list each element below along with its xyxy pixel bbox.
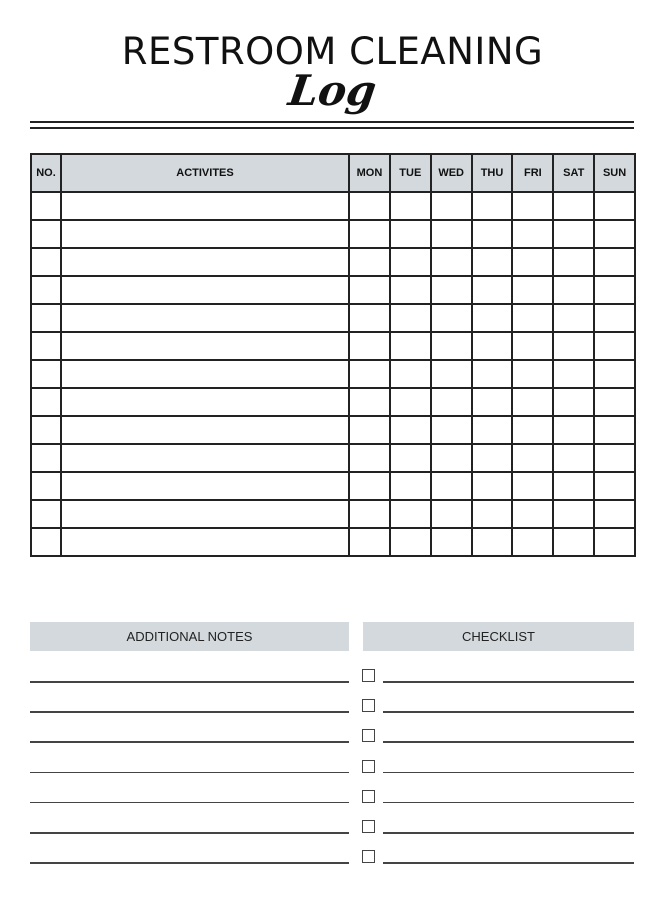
wed-cell[interactable] <box>431 220 472 248</box>
mon-cell[interactable] <box>349 500 390 528</box>
sat-cell[interactable] <box>553 332 594 360</box>
sun-cell[interactable] <box>594 192 635 220</box>
sat-cell[interactable] <box>553 276 594 304</box>
sat-cell[interactable] <box>553 360 594 388</box>
fri-cell[interactable] <box>512 360 553 388</box>
column-header-activities: ACTIVITES <box>61 154 349 192</box>
thu-cell[interactable] <box>472 192 513 220</box>
activity-cell[interactable] <box>61 444 349 472</box>
title-rule-bottom <box>30 127 634 129</box>
sat-cell[interactable] <box>553 444 594 472</box>
checklist-header: CHECKLIST <box>363 622 634 651</box>
checkbox[interactable] <box>362 699 375 712</box>
activity-cell[interactable] <box>61 528 349 556</box>
thu-cell[interactable] <box>472 220 513 248</box>
column-header-fri: FRI <box>512 154 553 192</box>
no-cell[interactable] <box>31 360 61 388</box>
sun-cell[interactable] <box>594 332 635 360</box>
thu-cell[interactable] <box>472 528 513 556</box>
activity-cell[interactable] <box>61 360 349 388</box>
thu-cell[interactable] <box>472 304 513 332</box>
wed-cell[interactable] <box>431 444 472 472</box>
sun-cell[interactable] <box>594 528 635 556</box>
fri-cell[interactable] <box>512 528 553 556</box>
mon-cell[interactable] <box>349 332 390 360</box>
activity-cell[interactable] <box>61 192 349 220</box>
thu-cell[interactable] <box>472 332 513 360</box>
table-row <box>31 444 635 472</box>
no-cell[interactable] <box>31 220 61 248</box>
sat-cell[interactable] <box>553 500 594 528</box>
sat-cell[interactable] <box>553 192 594 220</box>
table-row <box>31 500 635 528</box>
fri-cell[interactable] <box>512 248 553 276</box>
fri-cell[interactable] <box>512 304 553 332</box>
table-row <box>31 192 635 220</box>
no-cell[interactable] <box>31 332 61 360</box>
sun-cell[interactable] <box>594 360 635 388</box>
column-header-mon: MON <box>349 154 390 192</box>
table-header-row <box>31 154 635 192</box>
table-row <box>31 416 635 444</box>
tue-cell[interactable] <box>390 248 431 276</box>
column-header-sat: SAT <box>553 154 594 192</box>
activity-cell[interactable] <box>61 248 349 276</box>
thu-cell[interactable] <box>472 276 513 304</box>
activity-cell[interactable] <box>61 472 349 500</box>
checkbox[interactable] <box>362 820 375 833</box>
wed-cell[interactable] <box>431 360 472 388</box>
sun-cell[interactable] <box>594 500 635 528</box>
tue-cell[interactable] <box>390 388 431 416</box>
sun-cell[interactable] <box>594 444 635 472</box>
page-subtitle: Log <box>285 66 380 115</box>
mon-cell[interactable] <box>349 248 390 276</box>
tue-cell[interactable] <box>390 220 431 248</box>
fri-cell[interactable] <box>512 192 553 220</box>
mon-cell[interactable] <box>349 416 390 444</box>
table-row <box>31 248 635 276</box>
mon-cell[interactable] <box>349 444 390 472</box>
activity-cell[interactable] <box>61 276 349 304</box>
no-cell[interactable] <box>31 500 61 528</box>
thu-cell[interactable] <box>472 472 513 500</box>
fri-cell[interactable] <box>512 416 553 444</box>
mon-cell[interactable] <box>349 472 390 500</box>
tue-cell[interactable] <box>390 332 431 360</box>
mon-cell[interactable] <box>349 276 390 304</box>
fri-cell[interactable] <box>512 220 553 248</box>
wed-cell[interactable] <box>431 416 472 444</box>
note-line[interactable] <box>30 772 349 774</box>
fri-cell[interactable] <box>512 444 553 472</box>
tue-cell[interactable] <box>390 500 431 528</box>
no-cell[interactable] <box>31 388 61 416</box>
activity-cell[interactable] <box>61 304 349 332</box>
tue-cell[interactable] <box>390 416 431 444</box>
tue-cell[interactable] <box>390 528 431 556</box>
note-line[interactable] <box>30 832 349 834</box>
table-row <box>31 472 635 500</box>
wed-cell[interactable] <box>431 276 472 304</box>
thu-cell[interactable] <box>472 444 513 472</box>
column-header-wed: WED <box>431 154 472 192</box>
no-cell[interactable] <box>31 528 61 556</box>
sun-cell[interactable] <box>594 220 635 248</box>
fri-cell[interactable] <box>512 332 553 360</box>
note-line[interactable] <box>30 862 349 864</box>
title-rule-top <box>30 121 634 123</box>
tue-cell[interactable] <box>390 192 431 220</box>
tue-cell[interactable] <box>390 360 431 388</box>
mon-cell[interactable] <box>349 192 390 220</box>
note-line[interactable] <box>30 741 349 743</box>
wed-cell[interactable] <box>431 500 472 528</box>
checkbox[interactable] <box>362 760 375 773</box>
tue-cell[interactable] <box>390 304 431 332</box>
checklist-line[interactable] <box>383 741 634 743</box>
no-cell[interactable] <box>31 248 61 276</box>
no-cell[interactable] <box>31 472 61 500</box>
sun-cell[interactable] <box>594 388 635 416</box>
sun-cell[interactable] <box>594 416 635 444</box>
table-row <box>31 220 635 248</box>
wed-cell[interactable] <box>431 528 472 556</box>
no-cell[interactable] <box>31 276 61 304</box>
sun-cell[interactable] <box>594 472 635 500</box>
checklist-line[interactable] <box>383 802 634 804</box>
thu-cell[interactable] <box>472 416 513 444</box>
page-title: RESTROOM CLEANING <box>121 30 544 73</box>
sat-cell[interactable] <box>553 220 594 248</box>
wed-cell[interactable] <box>431 248 472 276</box>
table-row <box>31 388 635 416</box>
wed-cell[interactable] <box>431 472 472 500</box>
tue-cell[interactable] <box>390 444 431 472</box>
mon-cell[interactable] <box>349 220 390 248</box>
checkbox[interactable] <box>362 850 375 863</box>
sat-cell[interactable] <box>553 416 594 444</box>
sun-cell[interactable] <box>594 276 635 304</box>
table-row <box>31 360 635 388</box>
wed-cell[interactable] <box>431 304 472 332</box>
column-header-sun: SUN <box>594 154 635 192</box>
thu-cell[interactable] <box>472 248 513 276</box>
table-row <box>31 528 635 556</box>
checklist-line[interactable] <box>383 772 634 774</box>
sun-cell[interactable] <box>594 304 635 332</box>
column-header-thu: THU <box>472 154 513 192</box>
sun-cell[interactable] <box>594 248 635 276</box>
checkbox[interactable] <box>362 790 375 803</box>
activity-cell[interactable] <box>61 332 349 360</box>
sat-cell[interactable] <box>553 248 594 276</box>
activity-cell[interactable] <box>61 500 349 528</box>
checklist-line[interactable] <box>383 681 634 683</box>
no-cell[interactable] <box>31 444 61 472</box>
checklist-line[interactable] <box>383 862 634 864</box>
checklist-line[interactable] <box>383 832 634 834</box>
wed-cell[interactable] <box>431 332 472 360</box>
no-cell[interactable] <box>31 416 61 444</box>
fri-cell[interactable] <box>512 276 553 304</box>
note-line[interactable] <box>30 711 349 713</box>
mon-cell[interactable] <box>349 360 390 388</box>
fri-cell[interactable] <box>512 388 553 416</box>
activity-cell[interactable] <box>61 388 349 416</box>
mon-cell[interactable] <box>349 528 390 556</box>
mon-cell[interactable] <box>349 304 390 332</box>
cleaning-log-table <box>30 153 636 557</box>
activity-cell[interactable] <box>61 416 349 444</box>
wed-cell[interactable] <box>431 388 472 416</box>
sat-cell[interactable] <box>553 472 594 500</box>
additional-notes-header: ADDITIONAL NOTES <box>30 622 349 651</box>
table-body <box>31 192 635 556</box>
checkbox[interactable] <box>362 669 375 682</box>
tue-cell[interactable] <box>390 472 431 500</box>
sat-cell[interactable] <box>553 304 594 332</box>
sat-cell[interactable] <box>553 528 594 556</box>
thu-cell[interactable] <box>472 360 513 388</box>
checklist-line[interactable] <box>383 711 634 713</box>
note-line[interactable] <box>30 802 349 804</box>
sat-cell[interactable] <box>553 388 594 416</box>
no-cell[interactable] <box>31 304 61 332</box>
column-header-tue: TUE <box>390 154 431 192</box>
mon-cell[interactable] <box>349 388 390 416</box>
thu-cell[interactable] <box>472 500 513 528</box>
tue-cell[interactable] <box>390 276 431 304</box>
table-row <box>31 276 635 304</box>
no-cell[interactable] <box>31 192 61 220</box>
fri-cell[interactable] <box>512 500 553 528</box>
column-header-no: NO. <box>31 154 61 192</box>
wed-cell[interactable] <box>431 192 472 220</box>
checkbox[interactable] <box>362 729 375 742</box>
thu-cell[interactable] <box>472 388 513 416</box>
activity-cell[interactable] <box>61 220 349 248</box>
table-row <box>31 304 635 332</box>
fri-cell[interactable] <box>512 472 553 500</box>
note-line[interactable] <box>30 681 349 683</box>
table-row <box>31 332 635 360</box>
